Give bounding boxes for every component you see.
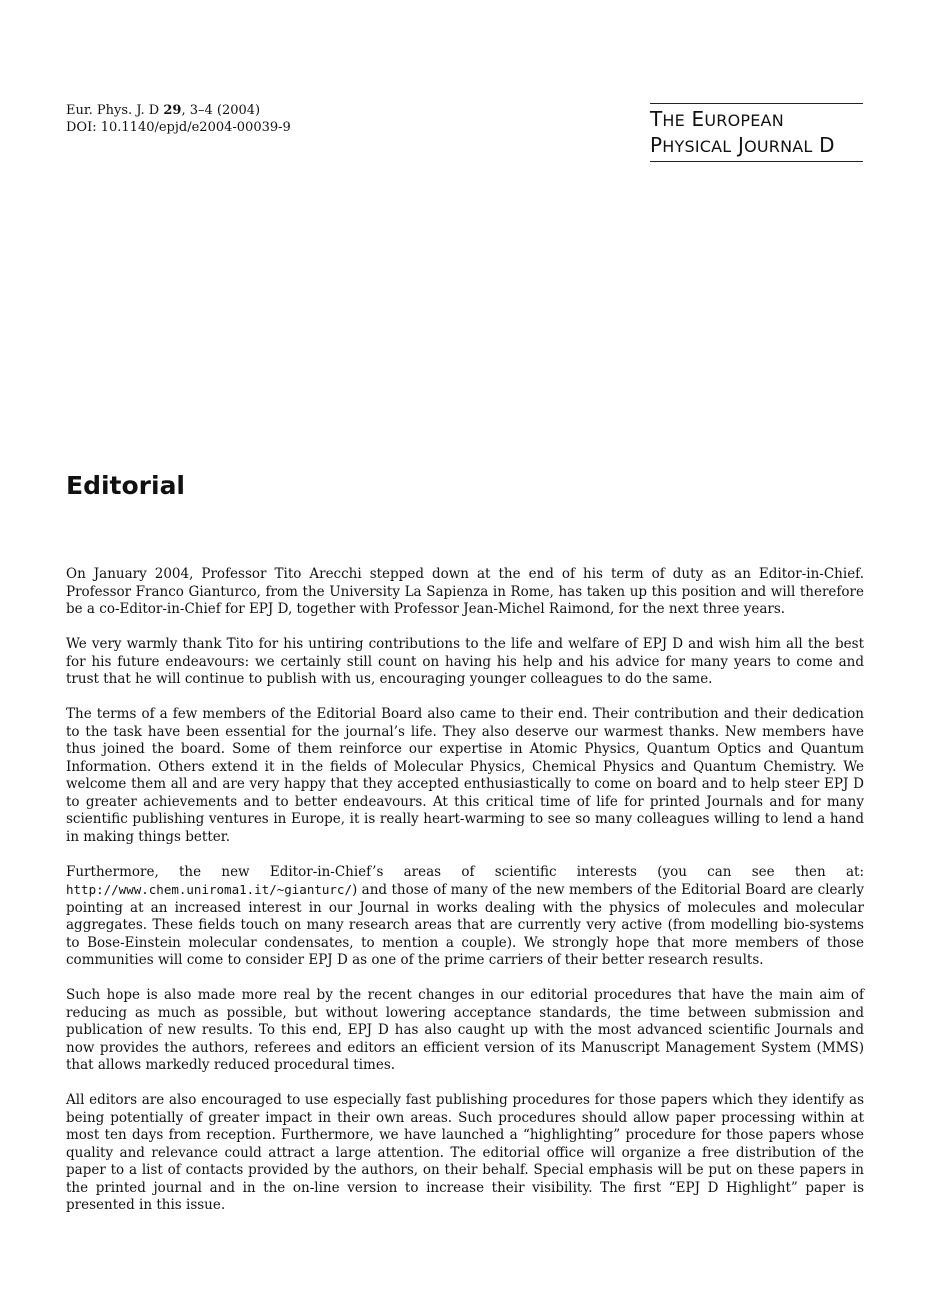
citation-block bbox=[66, 102, 291, 136]
paragraph-2: We very warmly thank Tito for his untiring contributions to the life and welfare of EPJ D and wish him all the best for his future endeavours: we certainly still count on having his help and his advice for many years to come and trust that he will continue to publish with us, encouraging younger colleagues to do the same. bbox=[66, 636, 864, 687]
pages-year: , 3–4 (2004) bbox=[181, 103, 261, 118]
page-title: Editorial bbox=[66, 471, 186, 500]
masthead-line-1-text: THE EUROPEAN bbox=[650, 107, 784, 131]
editor-homepage-url[interactable]: http://www.chem.uniroma1.it/~gianturc/ bbox=[66, 882, 352, 897]
journal-masthead bbox=[650, 103, 863, 162]
masthead-line-1 bbox=[650, 107, 863, 133]
article-body bbox=[66, 566, 864, 1232]
paragraph-4-text-b: ) and those of many of the new members of the Editorial Board are clearly pointing at an increased interest in our Journal in works dealing with the physics of molecules and molecular aggregates. These fields touch on many research areas that are currently very active (from modelling bio-systems to Bose-Einstein molecular condensates, to mention a couple). We strongly hope that more members of those communities will come to consider EPJ D as one of the prime carriers of their better research results. bbox=[66, 882, 864, 968]
masthead-line-2-text: PHYSICAL JOURNAL D bbox=[650, 133, 835, 157]
volume-number: 29 bbox=[163, 103, 182, 118]
paragraph-6: All editors are also encouraged to use especially fast publishing procedures for those papers which they identify as being potentially of greater impact in their own areas. Such procedures should allow paper processing within at most ten days from reception. Furthermore, we have launched a “highlighting” procedure for those papers whose quality and relevance could attract a large attention. The editorial office will organize a free distribution of the paper to a list of contacts provided by the authors, on their behalf. Special emphasis will be put on these papers in the printed journal and in the on-line version to increase their visibility. The first “EPJ D Highlight” paper is presented in this issue. bbox=[66, 1092, 864, 1213]
paragraph-1: On January 2004, Professor Tito Arecchi stepped down at the end of his term of duty as an Editor-in-Chief. Professor Franco Gianturco, from the University La Sapienza in Rome, has taken up this position and will therefore be a co-Editor-in-Chief for EPJ D, together with Professor Jean-Michel Raimond, for the next three years. bbox=[66, 566, 864, 617]
paragraph-3: The terms of a few members of the Editorial Board also came to their end. Their contribution and their dedication to the task have been essential for the journal’s life. They also deserve our warmest thanks. New members have thus joined the board. Some of them reinforce our expertise in Atomic Physics, Quantum Optics and Quantum Information. Others extend it in the fields of Molecular Physics, Chemical Physics and Quantum Chemistry. We welcome them all and are very happy that they accepted enthusiastically to come on board and to help steer EPJ D to greater achievements and to better endeavours. At this critical time of life for printed Journals and for many scientific publishing ventures in Europe, it is really heart-warming to see so many colleagues willing to lend a hand in making things better. bbox=[66, 706, 864, 845]
doi-text: DOI: 10.1140/epjd/e2004-00039-9 bbox=[66, 120, 291, 135]
journal-name: Eur. Phys. J. D bbox=[66, 103, 164, 118]
paragraph-5: Such hope is also made more real by the recent changes in our editorial procedures that have the main aim of reducing as much as possible, but without lowering acceptance standards, the time between submission and publication of new results. To this end, EPJ D has also caught up with the most advanced scientific Journals and now provides the authors, referees and editors an efficient version of its Manuscript Management System (MMS) that allows markedly reduced procedural times. bbox=[66, 987, 864, 1073]
paragraph-4 bbox=[66, 864, 864, 970]
paragraph-4-text-a: Furthermore, the new Editor-in-Chief’s areas of scientific interests (you can see then at: bbox=[66, 863, 864, 880]
journal-reference bbox=[66, 102, 291, 119]
masthead-line-2 bbox=[650, 133, 863, 159]
